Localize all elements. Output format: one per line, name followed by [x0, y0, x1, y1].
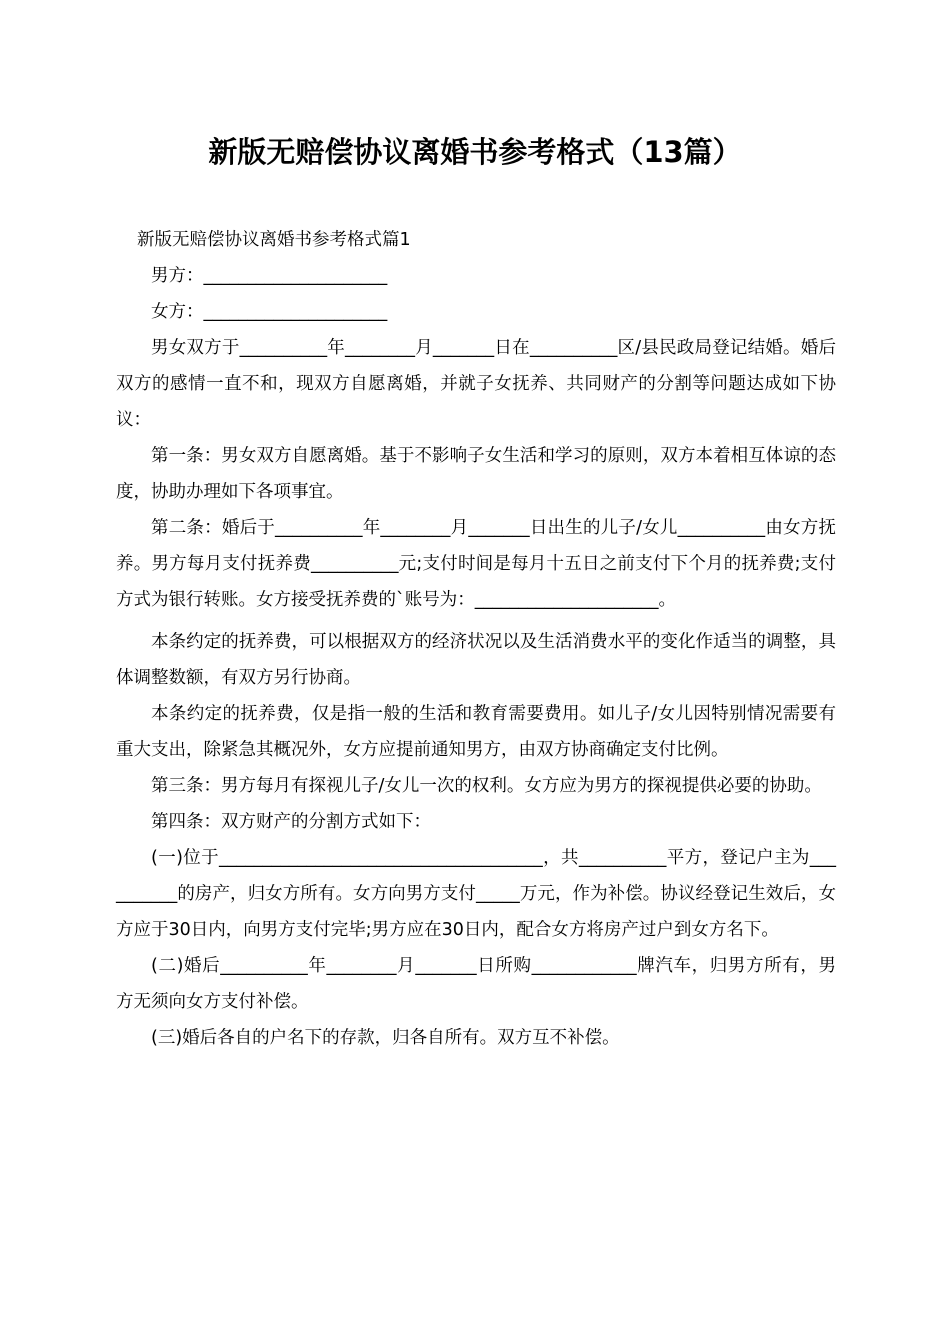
paragraph-article-1: 第一条：男女双方自愿离婚。基于不影响子女生活和学习的原则，双方本着相互体谅的态度，协助办理如下各项事宜。: [116, 446, 836, 502]
document-body: [116, 222, 836, 1056]
paragraph-female-party: 女方：_____________________: [151, 302, 388, 322]
paragraph-article-4: 第四条：双方财产的分割方式如下：: [151, 812, 431, 832]
paragraph-support-scope: 本条约定的抚养费，仅是指一般的生活和教育需要费用。如儿子/女儿因特别情况需要有重大支出，除紧急其概况外，女方应提前通知男方，由双方协商确定支付比例。: [116, 704, 836, 760]
paragraph-property-deposits: (三)婚后各自的户名下的存款，归各自所有。双方互不补偿。: [151, 1028, 620, 1048]
section-heading: 新版无赔偿协议离婚书参考格式篇1: [137, 230, 411, 250]
document-title: 新版无赔偿协议离婚书参考格式（13篇）: [208, 135, 742, 169]
paragraph-article-2: 第二条：婚后于__________年________月_______日出生的儿子/女儿__________由女方抚养。男方每月支付抚养费__________元;支付时间是每月十五日之前支付下个月的抚养费;支付方式为银行转账。女方接受抚养费的`账号为：_____________________。: [116, 518, 836, 610]
paragraph-property-house: (一)位于_____________________________________，共__________平方，登记户主为__________的房产，归女方所有。女方向男方支付_____万元，作为补偿。协议经登记生效后，女方应于30日内，向男方支付完毕;男方应在30日内，配合女方将房产过户到女方名下。: [116, 848, 836, 940]
paragraph-support-adjustment: 本条约定的抚养费，可以根据双方的经济状况以及生活消费水平的变化作适当的调整，具体调整数额，有双方另行协商。: [116, 632, 836, 688]
paragraph-marriage-registration: 男女双方于__________年________月_______日在__________区/县民政局登记结婚。婚后双方的感情一直不和，现双方自愿离婚，并就子女抚养、共同财产的分割等问题达成如下协议：: [116, 338, 836, 430]
paragraph-property-car: (二)婚后__________年________月_______日所购____________牌汽车，归男方所有，男方无须向女方支付补偿。: [116, 956, 836, 1012]
paragraph-male-party: 男方：_____________________: [151, 266, 388, 286]
paragraph-article-3: 第三条：男方每月有探视儿子/女儿一次的权利。女方应为男方的探视提供必要的协助。: [151, 776, 822, 796]
